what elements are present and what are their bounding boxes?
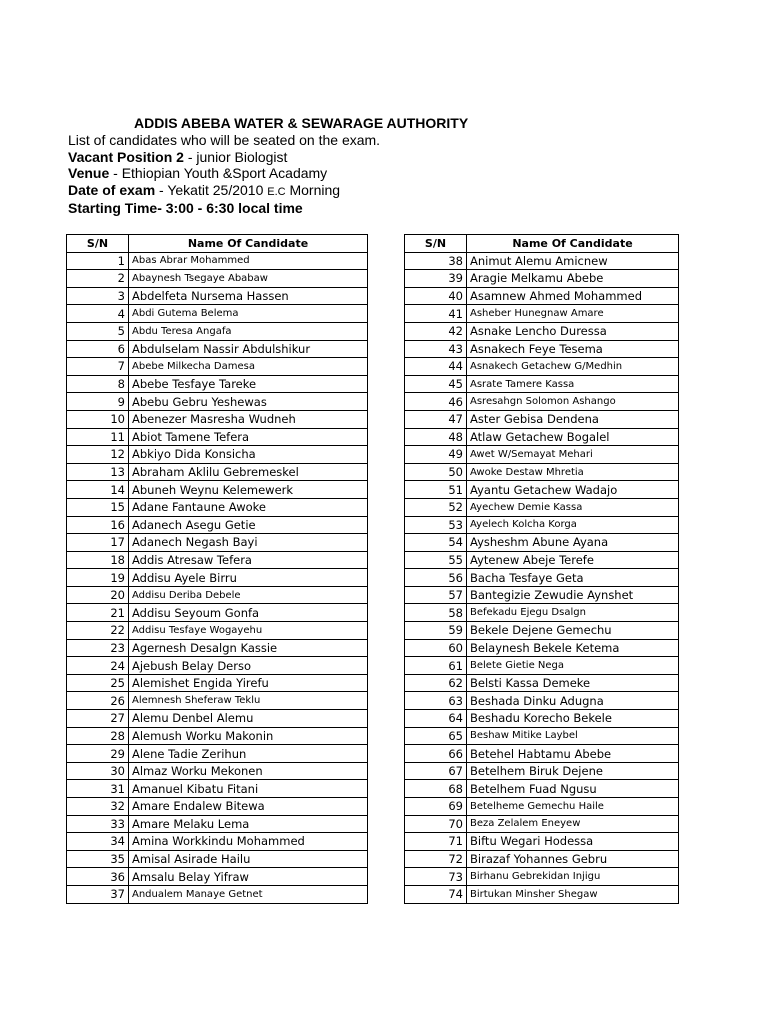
table-row — [67, 815, 368, 833]
candidate-name: Asnakech Feye Tesema — [467, 340, 679, 358]
candidate-name: Abenezer Masresha Wudneh — [129, 410, 368, 428]
vacant-position-line — [68, 149, 728, 166]
candidate-name: Betehel Habtamu Abebe — [467, 745, 679, 763]
candidate-name: Alene Tadie Zerihun — [129, 745, 368, 763]
table-row — [405, 551, 679, 569]
candidate-name: Awet W/Semayat Mehari — [467, 446, 679, 464]
venue-value: - Ethiopian Youth &Sport Acadamy — [113, 165, 328, 181]
table-row — [67, 534, 368, 552]
candidate-name: Biftu Wegari Hodessa — [467, 833, 679, 851]
candidate-sn: 23 — [67, 639, 129, 657]
candidate-sn: 34 — [67, 833, 129, 851]
candidate-name: Abuneh Weynu Kelemewerk — [129, 481, 368, 499]
table-row — [67, 586, 368, 604]
candidate-name: Aysheshm Abune Ayana — [467, 534, 679, 552]
table-row — [67, 569, 368, 587]
table-row — [67, 498, 368, 516]
candidates-table-right — [404, 234, 679, 904]
candidate-sn: 22 — [67, 622, 129, 640]
candidate-name: Amanuel Kibatu Fitani — [129, 780, 368, 798]
candidate-sn: 73 — [405, 868, 467, 886]
candidate-name: Betelhem Fuad Ngusu — [467, 780, 679, 798]
candidate-name: Addisu Seyoum Gonfa — [129, 604, 368, 622]
candidate-name: Alemishet Engida Yirefu — [129, 674, 368, 692]
table-row — [67, 287, 368, 305]
candidate-name: Abebu Gebru Yeshewas — [129, 393, 368, 411]
table-row — [67, 463, 368, 481]
table-row — [405, 463, 679, 481]
candidate-sn: 33 — [67, 815, 129, 833]
candidate-sn: 69 — [405, 798, 467, 816]
candidate-sn: 60 — [405, 639, 467, 657]
candidate-name: Amare Endalew Bitewa — [129, 798, 368, 816]
candidate-name: Addisu Tesfaye Wogayehu — [129, 622, 368, 640]
candidate-sn: 14 — [67, 481, 129, 499]
table-row — [67, 375, 368, 393]
table-row — [405, 252, 679, 270]
candidate-sn: 32 — [67, 798, 129, 816]
candidate-sn: 59 — [405, 622, 467, 640]
candidate-name: Amare Melaku Lema — [129, 815, 368, 833]
table-row — [67, 657, 368, 675]
candidate-sn: 54 — [405, 534, 467, 552]
candidate-name: Aytenew Abeje Terefe — [467, 551, 679, 569]
candidate-sn: 18 — [67, 551, 129, 569]
candidate-name: Addisu Ayele Birru — [129, 569, 368, 587]
exam-date-ec: E.C — [267, 185, 286, 198]
table-row — [405, 745, 679, 763]
table-row — [67, 446, 368, 464]
candidate-sn: 65 — [405, 727, 467, 745]
table-row — [405, 674, 679, 692]
document-header — [68, 114, 728, 217]
candidate-sn: 30 — [67, 762, 129, 780]
candidate-name: Birtukan Minsher Shegaw — [467, 885, 679, 903]
candidate-sn: 40 — [405, 287, 467, 305]
candidate-name: Adanech Negash Bayi — [129, 534, 368, 552]
candidate-name: Bacha Tesfaye Geta — [467, 569, 679, 587]
candidate-sn: 25 — [67, 674, 129, 692]
candidate-sn: 63 — [405, 692, 467, 710]
candidate-sn: 57 — [405, 586, 467, 604]
table-row — [405, 833, 679, 851]
table-row — [405, 780, 679, 798]
candidates-table-left — [66, 234, 368, 904]
table-row — [67, 481, 368, 499]
candidate-name: Aster Gebisa Dendena — [467, 410, 679, 428]
candidate-name: Asheber Hunegnaw Amare — [467, 305, 679, 323]
candidate-name: Abiot Tamene Tefera — [129, 428, 368, 446]
candidate-sn: 61 — [405, 657, 467, 675]
candidate-name: Asnakech Getachew G/Medhin — [467, 358, 679, 376]
candidate-name: Amina Workkindu Mohammed — [129, 833, 368, 851]
candidate-sn: 58 — [405, 604, 467, 622]
table-row — [405, 622, 679, 640]
table-row — [405, 428, 679, 446]
candidate-sn: 44 — [405, 358, 467, 376]
candidate-name: Alemu Denbel Alemu — [129, 710, 368, 728]
candidate-sn: 9 — [67, 393, 129, 411]
candidate-name: Befekadu Ejegu Dsalgn — [467, 604, 679, 622]
table-row — [405, 868, 679, 886]
table-header-row — [405, 235, 679, 253]
venue-label: Venue — [68, 165, 110, 181]
candidate-name: Beza Zelalem Eneyew — [467, 815, 679, 833]
table-row — [405, 586, 679, 604]
vacant-position-value: - junior Biologist — [187, 148, 288, 165]
candidate-name: Bekele Dejene Gemechu — [467, 622, 679, 640]
table-row — [405, 692, 679, 710]
candidate-name: Abdu Teresa Angafa — [129, 322, 368, 340]
exam-date-value: - Yekatit 25/2010 — [159, 181, 268, 198]
table-row — [67, 762, 368, 780]
candidate-name: Alemnesh Sheferaw Teklu — [129, 692, 368, 710]
table-row — [405, 322, 679, 340]
candidate-sn: 70 — [405, 815, 467, 833]
exam-date-session: Morning — [285, 181, 341, 198]
candidate-sn: 41 — [405, 305, 467, 323]
candidate-name: Beshadu Korecho Bekele — [467, 710, 679, 728]
candidate-name: Ayantu Getachew Wadajo — [467, 481, 679, 499]
candidate-sn: 71 — [405, 833, 467, 851]
table-row — [67, 868, 368, 886]
candidate-sn: 43 — [405, 340, 467, 358]
table-row — [67, 833, 368, 851]
starting-time-line: Starting Time- 3:00 - 6:30 local time — [68, 200, 303, 216]
table-row — [405, 604, 679, 622]
candidate-sn: 24 — [67, 657, 129, 675]
candidate-name: Adane Fantaune Awoke — [129, 498, 368, 516]
candidate-name: Andualem Manaye Getnet — [129, 885, 368, 903]
candidate-name: Amisal Asirade Hailu — [129, 850, 368, 868]
candidate-sn: 11 — [67, 428, 129, 446]
candidate-sn: 26 — [67, 692, 129, 710]
candidate-sn: 72 — [405, 850, 467, 868]
table-row — [67, 270, 368, 288]
table-row — [405, 270, 679, 288]
candidate-name: Asresahgn Solomon Ashango — [467, 393, 679, 411]
table-row — [405, 815, 679, 833]
candidate-sn: 36 — [67, 868, 129, 886]
candidate-sn: 20 — [67, 586, 129, 604]
candidate-sn: 51 — [405, 481, 467, 499]
table-row — [405, 516, 679, 534]
candidate-sn: 19 — [67, 569, 129, 587]
table-row — [405, 375, 679, 393]
table-row — [67, 692, 368, 710]
candidate-sn: 67 — [405, 762, 467, 780]
candidate-name: Bantegizie Zewudie Aynshet — [467, 586, 679, 604]
table-row — [67, 710, 368, 728]
candidate-sn: 74 — [405, 885, 467, 903]
table-row — [405, 727, 679, 745]
candidate-sn: 38 — [405, 252, 467, 270]
candidate-name: Asamnew Ahmed Mohammed — [467, 287, 679, 305]
candidate-name: Abdelfeta Nursema Hassen — [129, 287, 368, 305]
candidate-sn: 17 — [67, 534, 129, 552]
candidate-sn: 5 — [67, 322, 129, 340]
candidate-sn: 8 — [67, 375, 129, 393]
candidate-sn: 27 — [67, 710, 129, 728]
candidate-name: Beshada Dinku Adugna — [467, 692, 679, 710]
table-row — [405, 358, 679, 376]
candidate-sn: 39 — [405, 270, 467, 288]
candidate-sn: 48 — [405, 428, 467, 446]
candidate-sn: 62 — [405, 674, 467, 692]
candidate-sn: 53 — [405, 516, 467, 534]
candidate-name: Abebe Milkecha Damesa — [129, 358, 368, 376]
candidate-sn: 49 — [405, 446, 467, 464]
table-row — [67, 393, 368, 411]
table-row — [405, 287, 679, 305]
candidate-sn: 66 — [405, 745, 467, 763]
candidate-name: Belaynesh Bekele Ketema — [467, 639, 679, 657]
candidate-name: Abas Abrar Mohammed — [129, 252, 368, 270]
candidate-sn: 52 — [405, 498, 467, 516]
candidate-sn: 47 — [405, 410, 467, 428]
candidate-name: Aragie Melkamu Abebe — [467, 270, 679, 288]
candidate-sn: 56 — [405, 569, 467, 587]
candidate-sn: 68 — [405, 780, 467, 798]
table-row — [67, 798, 368, 816]
table-row — [405, 657, 679, 675]
table-row — [67, 727, 368, 745]
candidate-name: Betelheme Gemechu Haile — [467, 798, 679, 816]
candidate-name: Birazaf Yohannes Gebru — [467, 850, 679, 868]
candidate-sn: 64 — [405, 710, 467, 728]
organization-title: ADDIS ABEBA WATER & SEWARAGE AUTHORITY — [134, 115, 469, 131]
vacant-position-label: Vacant Position 2 — [68, 148, 184, 165]
candidate-sn: 31 — [67, 780, 129, 798]
table-row — [405, 340, 679, 358]
table-row — [67, 885, 368, 903]
candidate-name: Addisu Deriba Debele — [129, 586, 368, 604]
candidate-sn: 4 — [67, 305, 129, 323]
candidate-sn: 1 — [67, 252, 129, 270]
candidate-sn: 45 — [405, 375, 467, 393]
candidate-name: Awoke Destaw Mhretia — [467, 463, 679, 481]
candidate-name: Atlaw Getachew Bogalel — [467, 428, 679, 446]
table-row — [67, 428, 368, 446]
table-row — [405, 305, 679, 323]
table-row — [67, 410, 368, 428]
table-row — [405, 446, 679, 464]
candidate-sn: 21 — [67, 604, 129, 622]
candidate-sn: 13 — [67, 463, 129, 481]
candidate-name: Asnake Lencho Duressa — [467, 322, 679, 340]
candidate-sn: 42 — [405, 322, 467, 340]
candidate-sn: 3 — [67, 287, 129, 305]
table-row — [405, 410, 679, 428]
candidate-name: Ajebush Belay Derso — [129, 657, 368, 675]
candidate-sn: 15 — [67, 498, 129, 516]
table-row — [67, 322, 368, 340]
candidate-name: Abdi Gutema Belema — [129, 305, 368, 323]
document-subtitle: List of candidates who will be seated on the exam. — [68, 132, 381, 148]
candidate-name: Ayechew Demie Kassa — [467, 498, 679, 516]
candidate-name: Abdulselam Nassir Abdulshikur — [129, 340, 368, 358]
candidate-name: Abebe Tesfaye Tareke — [129, 375, 368, 393]
table-row — [405, 498, 679, 516]
table-row — [67, 745, 368, 763]
table-row — [405, 850, 679, 868]
candidate-sn: 29 — [67, 745, 129, 763]
candidate-name: Abkiyo Dida Konsicha — [129, 446, 368, 464]
exam-date-label: Date of exam — [68, 181, 156, 198]
candidate-name: Birhanu Gebrekidan Injigu — [467, 868, 679, 886]
candidate-name: Adanech Asegu Getie — [129, 516, 368, 534]
exam-date-line — [68, 182, 728, 201]
candidate-name: Betelhem Biruk Dejene — [467, 762, 679, 780]
candidate-sn: 7 — [67, 358, 129, 376]
candidate-name: Beshaw Mitike Laybel — [467, 727, 679, 745]
candidate-name: Amsalu Belay Yifraw — [129, 868, 368, 886]
candidate-name: Addis Atresaw Tefera — [129, 551, 368, 569]
candidate-name: Abraham Aklilu Gebremeskel — [129, 463, 368, 481]
candidate-sn: 16 — [67, 516, 129, 534]
candidate-sn: 6 — [67, 340, 129, 358]
candidate-sn: 12 — [67, 446, 129, 464]
table-row — [67, 516, 368, 534]
table-row — [405, 481, 679, 499]
table-row — [405, 710, 679, 728]
candidate-sn: 37 — [67, 885, 129, 903]
candidate-name: Belsti Kassa Demeke — [467, 674, 679, 692]
table-row — [67, 305, 368, 323]
table-row — [405, 885, 679, 903]
venue-line — [68, 165, 728, 182]
candidate-name: Alemush Worku Makonin — [129, 727, 368, 745]
name-column-header: Name Of Candidate — [467, 235, 679, 253]
table-row — [405, 639, 679, 657]
candidate-name: Ayelech Kolcha Korga — [467, 516, 679, 534]
candidate-sn: 50 — [405, 463, 467, 481]
table-row — [67, 622, 368, 640]
table-row — [67, 358, 368, 376]
candidate-sn: 46 — [405, 393, 467, 411]
table-row — [67, 639, 368, 657]
candidate-sn: 35 — [67, 850, 129, 868]
table-row — [405, 762, 679, 780]
table-row — [67, 850, 368, 868]
table-row — [405, 393, 679, 411]
candidate-name: Almaz Worku Mekonen — [129, 762, 368, 780]
candidate-sn: 55 — [405, 551, 467, 569]
table-row — [67, 340, 368, 358]
table-row — [67, 604, 368, 622]
candidate-sn: 10 — [67, 410, 129, 428]
table-row — [405, 534, 679, 552]
sn-column-header: S/N — [405, 235, 467, 253]
name-column-header: Name Of Candidate — [129, 235, 368, 253]
table-header-row — [67, 235, 368, 253]
table-row — [67, 551, 368, 569]
candidate-sn: 2 — [67, 270, 129, 288]
sn-column-header: S/N — [67, 235, 129, 253]
table-row — [405, 798, 679, 816]
candidate-name: Agernesh Desalgn Kassie — [129, 639, 368, 657]
candidate-sn: 28 — [67, 727, 129, 745]
candidate-name: Asrate Tamere Kassa — [467, 375, 679, 393]
candidate-name: Belete Gietie Nega — [467, 657, 679, 675]
table-row — [67, 252, 368, 270]
table-row — [67, 780, 368, 798]
table-row — [405, 569, 679, 587]
candidate-name: Animut Alemu Amicnew — [467, 252, 679, 270]
candidate-name: Abaynesh Tsegaye Ababaw — [129, 270, 368, 288]
table-row — [67, 674, 368, 692]
